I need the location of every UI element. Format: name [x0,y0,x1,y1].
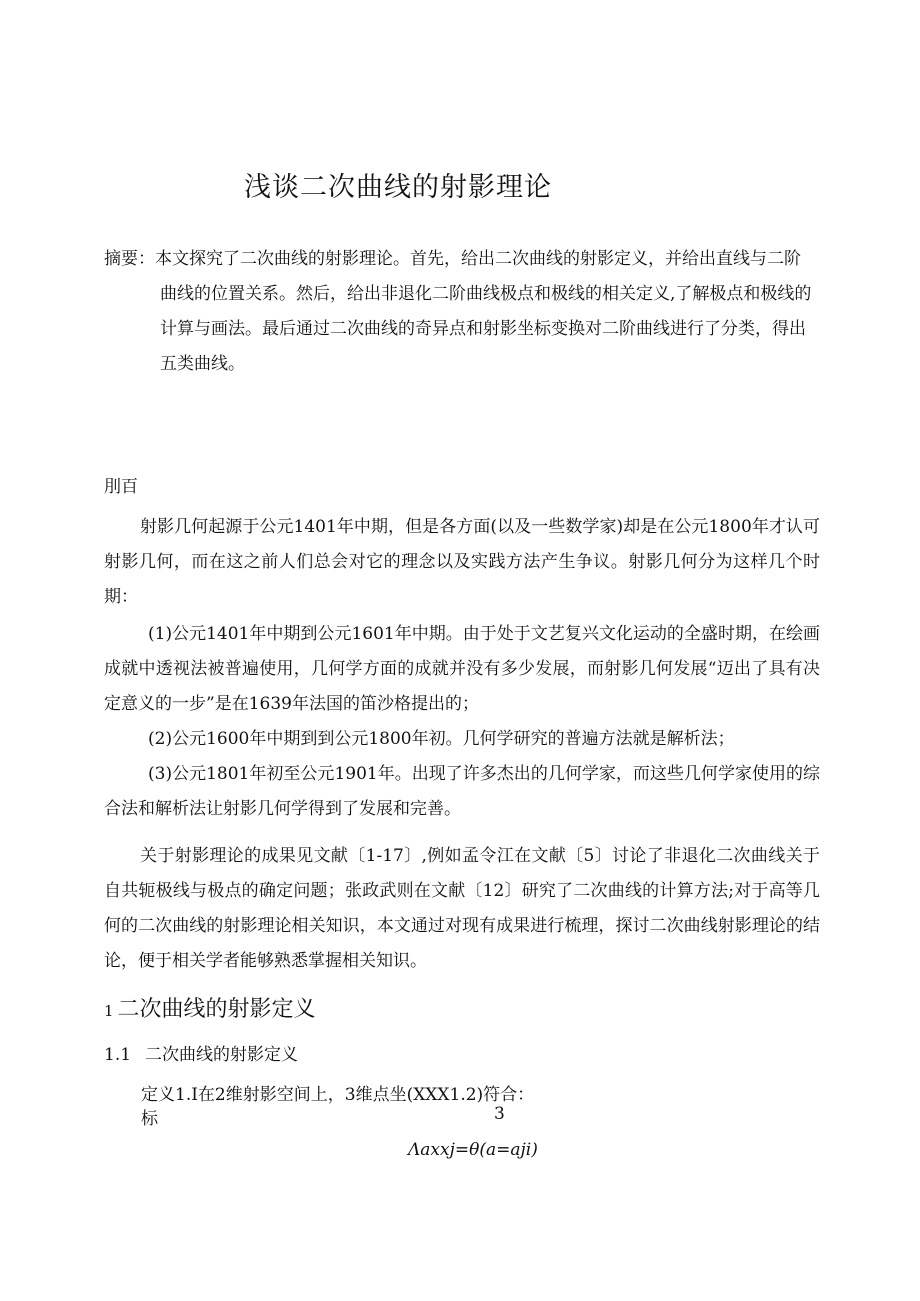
subsection-title: 二次曲线的射影定义 [145,1045,299,1065]
abstract-line: 摘要：本文探究了二次曲线的射影理论。首先，给出二次曲线的射影定义，并给出直线与二阶 [104,249,801,269]
period-3-paragraph: (3)公元1801年初至公元1901年。出现了许多杰出的几何学家，而这些几何学家使用的综合法和解析法让射影几何学得到了发展和完善。 [104,764,820,819]
period-2-paragraph: (2)公元1600年中期到到公元1800年初。几何学研究的普遍方法就是解析法； [148,729,735,749]
definition-text: 定义1.I在2维射影空间上，3维点坐(XXX1.2)符合： [141,1085,535,1105]
section-number: 1 [104,1002,114,1020]
formula: Λaxxj=θ(a=aji) [408,1140,538,1160]
abstract [104,242,824,382]
abstract-line: 五类曲线。 [160,354,245,374]
definition-fragment: 标 [141,1109,158,1129]
period-1-paragraph: (1)公元1401年中期到公元1601年中期。由于处于文艺复兴文化运动的全盛时期，在绘画成就中透视法被普遍使用，几何学方面的成就并没有多少发展，而射影几何发展“迈出了具有决定意义的一步”是在1639年法国的笛沙格提出的； [104,624,820,714]
abstract-line: 计算与画法。最后通过二次曲线的奇异点和射影坐标变换对二阶曲线进行了分类，得出 [160,319,806,339]
abstract-line: 曲线的位置关系。然后，给出非退化二阶曲线极点和极线的相关定义,了解极点和极线的 [160,284,812,304]
subsection-number: 1.1 [104,1045,132,1065]
page-title: 浅谈二次曲线的射影理论 [244,172,552,203]
section-heading [104,992,316,1023]
section-title: 二次曲线的射影定义 [117,997,316,1022]
subsection-heading [104,1040,298,1065]
research-paragraph: 关于射影理论的成果见文献〔1-17〕,例如孟令江在文献〔5〕讨论了非退化二次曲线关于自共轭极线与极点的确定问题；张政武则在文献〔12〕研究了二次曲线的计算方法;对于高等几何的二次曲线的射影理论相关知识，本文通过对现有成果进行梳理，探讨二次曲线射影理论的结论，便于相关学者能够熟悉掌握相关知识。 [104,846,820,971]
intro-paragraph: 射影几何起源于公元1401年中期，但是各方面(以及一些数学家)却是在公元1800年才认可射影几何，而在这之前人们总会对它的理念以及实践方法产生争议。射影几何分为这样几个时期： [104,517,820,607]
preface-heading: 刖百 [104,477,138,497]
definition-index: 3 [494,1104,505,1124]
